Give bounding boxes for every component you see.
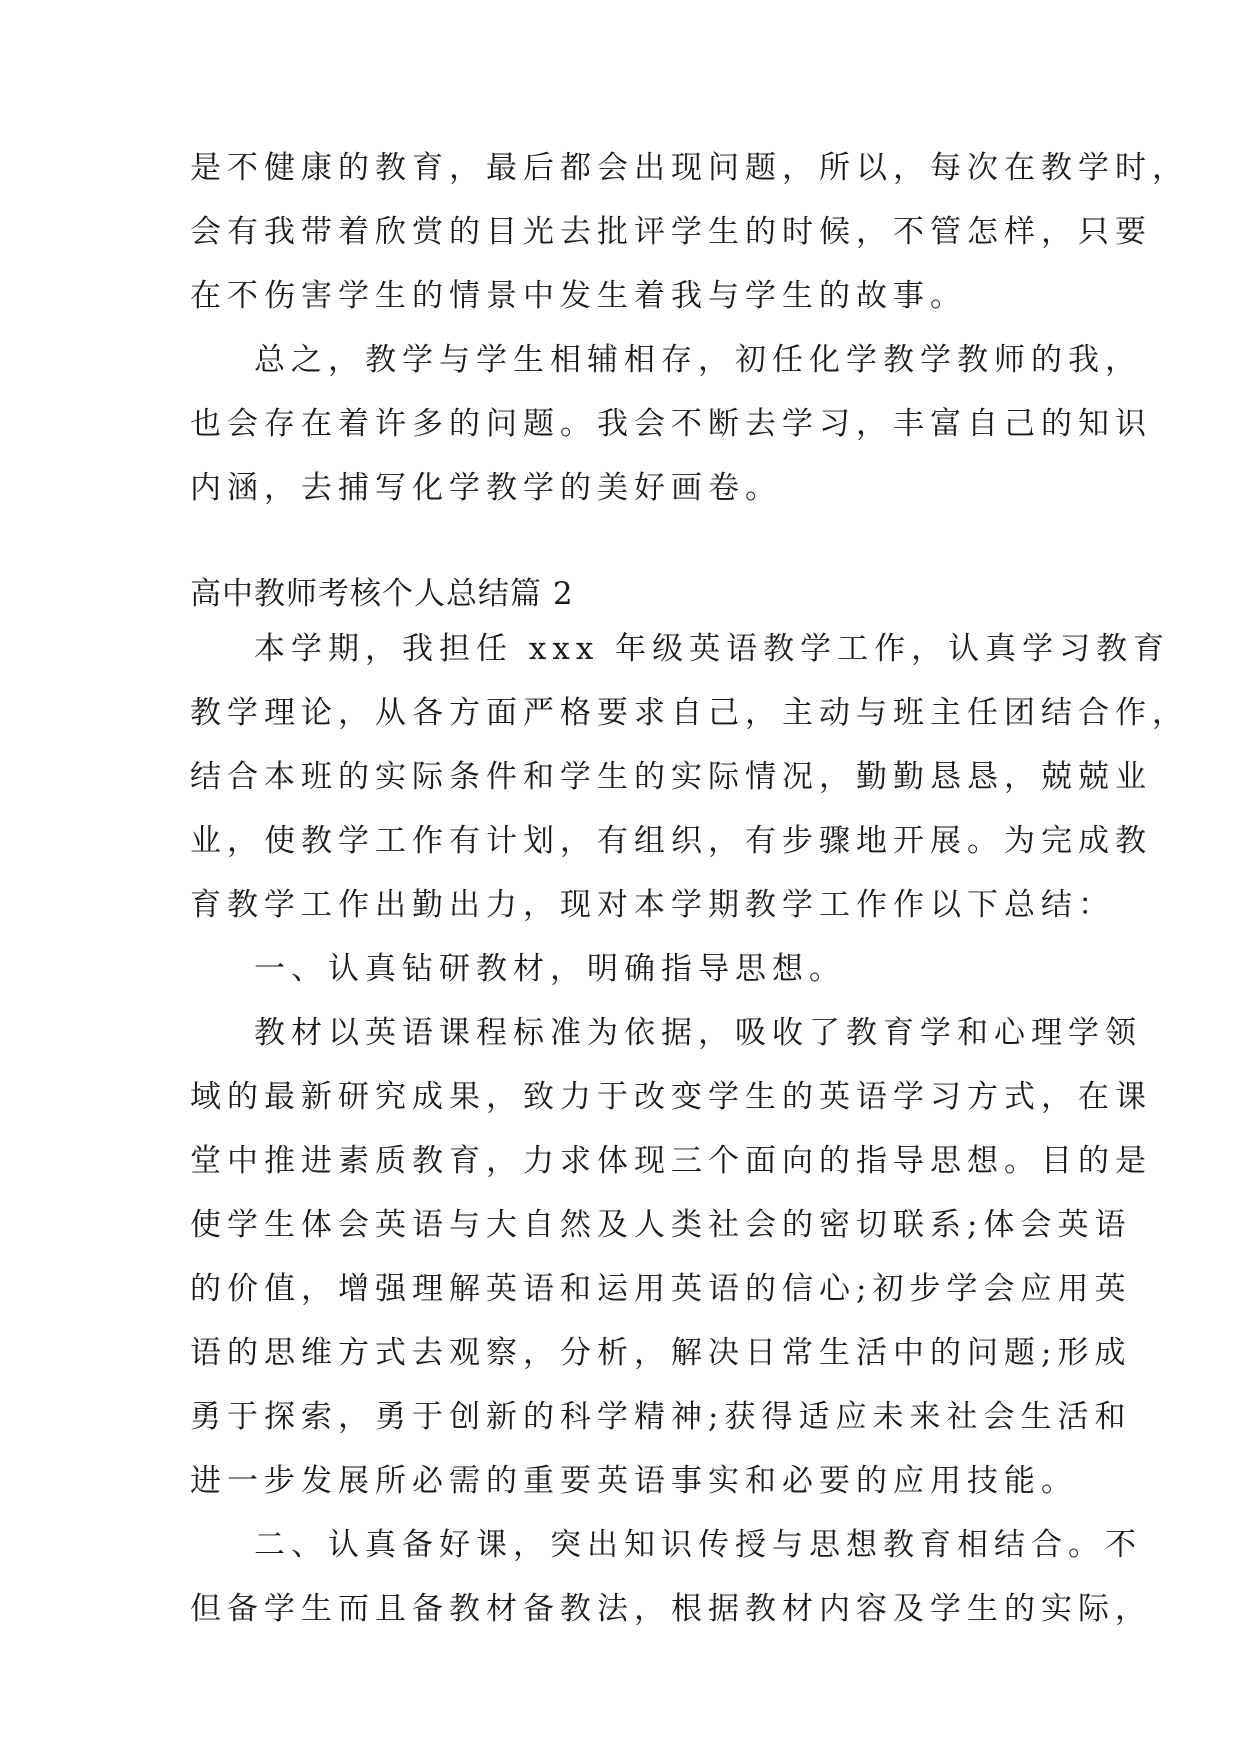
paragraph-line: 语的思维方式去观察，分析，解决日常生活中的问题;形成 [190, 1335, 1132, 1371]
paragraph-line: 进一步发展所必需的重要英语事实和必要的应用技能。 [190, 1463, 1078, 1499]
paragraph-line: 总之，教学与学生相辅相存，初任化学教学教师的我， [254, 342, 1142, 378]
section-heading: 高中教师考核个人总结篇 2 [190, 576, 574, 612]
paragraph-line: 会有我带着欣赏的目光去批评学生的时候，不管怎样，只要 [190, 214, 1152, 250]
paragraph-line: 勇于探索，勇于创新的科学精神;获得适应未来社会生活和 [190, 1399, 1132, 1435]
paragraph-line: 使学生体会英语与大自然及人类社会的密切联系;体会英语 [190, 1207, 1132, 1243]
paragraph-line: 结合本班的实际条件和学生的实际情况，勤勤恳恳，兢兢业 [190, 759, 1152, 795]
paragraph-line: 业，使教学工作有计划，有组织，有步骤地开展。为完成教 [190, 823, 1152, 859]
paragraph-line: 内涵，去捕写化学教学的美好画卷。 [190, 470, 782, 506]
paragraph-line: 也会存在着许多的问题。我会不断去学习，丰富自己的知识 [190, 406, 1152, 442]
paragraph-line: 育教学工作出勤出力，现对本学期教学工作作以下总结： [190, 887, 1115, 923]
paragraph-line: 本学期，我担任 xxx 年级英语教学工作，认真学习教育 [254, 631, 1171, 667]
subheading-line: 一、认真钻研教材，明确指导思想。 [254, 951, 846, 987]
paragraph-line: 二、认真备好课，突出知识传授与思想教育相结合。不 [254, 1527, 1142, 1563]
paragraph-line: 的价值，增强理解英语和运用英语的信心;初步学会应用英 [190, 1271, 1132, 1307]
paragraph-line: 教材以英语课程标准为依据，吸收了教育学和心理学领 [254, 1015, 1142, 1051]
paragraph-line: 教学理论，从各方面严格要求自己，主动与班主任团结合作， [190, 695, 1189, 731]
paragraph-line: 但备学生而且备教材备教法，根据教材内容及学生的实际， [190, 1591, 1152, 1627]
paragraph-line: 在不伤害学生的情景中发生着我与学生的故事。 [190, 278, 967, 314]
paragraph-line: 堂中推进素质教育，力求体现三个面向的指导思想。目的是 [190, 1143, 1152, 1179]
paragraph-line: 是不健康的教育，最后都会出现问题，所以，每次在教学时， [190, 150, 1189, 186]
paragraph-line: 域的最新研究成果，致力于改变学生的英语学习方式，在课 [190, 1079, 1152, 1115]
